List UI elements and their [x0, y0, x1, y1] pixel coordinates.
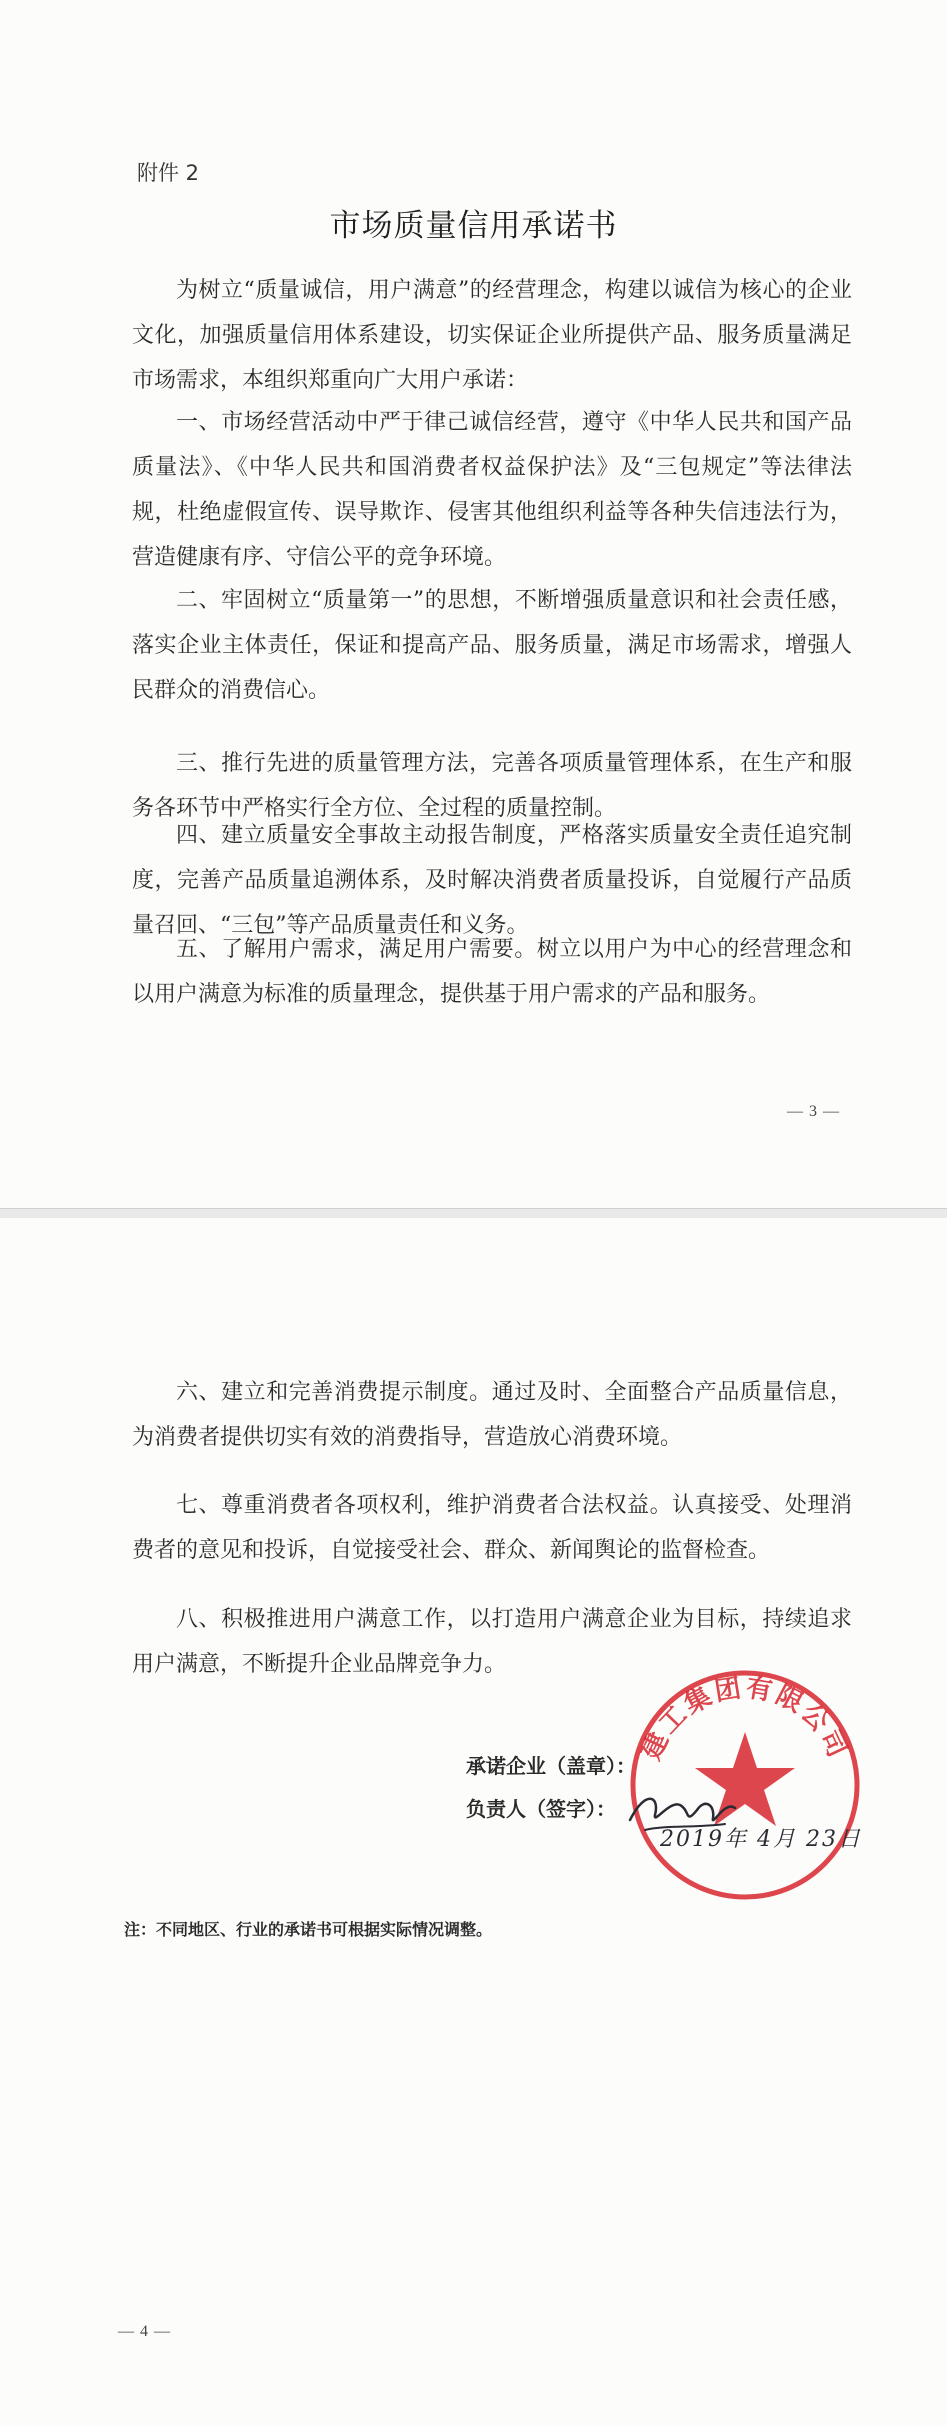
person-signature-label: 负责人（签字）： [466, 1797, 616, 1821]
document-page-3 [0, 0, 947, 1210]
commitment-paragraph-8: 八、积极推进用户满意工作，以打造用户满意企业为目标，持续追求用户满意，不断提升企业品牌竞争力。 [132, 1607, 852, 1677]
seal-text: 建工集团有限公司 [636, 1673, 854, 1765]
commitment-paragraph-4: 四、建立质量安全事故主动报告制度，严格落实质量安全责任追究制度，完善产品质量追溯体系，及时解决消费者质量投诉，自觉履行产品质量召回、“三包”等产品质量责任和义务。 [132, 823, 852, 938]
commitment-paragraph-5: 五、了解用户需求，满足用户需要。树立以用户为中心的经营理念和以用户满意为标准的质量理念，提供基于用户需求的产品和服务。 [132, 937, 852, 1007]
intro-paragraph: 为树立“质量诚信，用户满意”的经营理念，构建以诚信为核心的企业文化，加强质量信用体系建设，切实保证企业所提供产品、服务质量满足市场需求，本组织郑重向广大用户承诺： [132, 278, 852, 393]
footnote: 注：不同地区、行业的承诺书可根据实际情况调整。 [124, 1920, 493, 1939]
commitment-paragraph-6: 六、建立和完善消费提示制度。通过及时、全面整合产品质量信息，为消费者提供切实有效的消费指导，营造放心消费环境。 [132, 1380, 852, 1450]
attachment-label: 附件 2 [137, 161, 200, 185]
page-number-4: — 4 — [118, 2323, 171, 2340]
document-title: 市场质量信用承诺书 [329, 208, 618, 244]
commitment-paragraph-1: 一、市场经营活动中严于律己诚信经营，遵守《中华人民共和国产品质量法》、《中华人民共和国消费者权益保护法》及“三包规定”等法律法规，杜绝虚假宣传、误导欺诈、侵害其他组织利益等各种失信违法行为，营造健康有序、守信公平的竞争环境。 [132, 410, 852, 570]
commitment-paragraph-3: 三、推行先进的质量管理方法，完善各项质量管理体系，在生产和服务各环节中严格实行全方位、全过程的质量控制。 [132, 751, 852, 821]
company-seal-label: 承诺企业（盖章）： [466, 1754, 636, 1778]
signature-date: 2019年 4月 23日 [660, 1827, 862, 1852]
commitment-paragraph-2: 二、牢固树立“质量第一”的思想，不断增强质量意识和社会责任感，落实企业主体责任，保证和提高产品、服务质量，满足市场需求，增强人民群众的消费信心。 [132, 588, 852, 703]
page-number-3: — 3 — [787, 1103, 840, 1120]
commitment-paragraph-7: 七、尊重消费者各项权利，维护消费者合法权益。认真接受、处理消费者的意见和投诉，自觉接受社会、群众、新闻舆论的监督检查。 [132, 1493, 852, 1563]
